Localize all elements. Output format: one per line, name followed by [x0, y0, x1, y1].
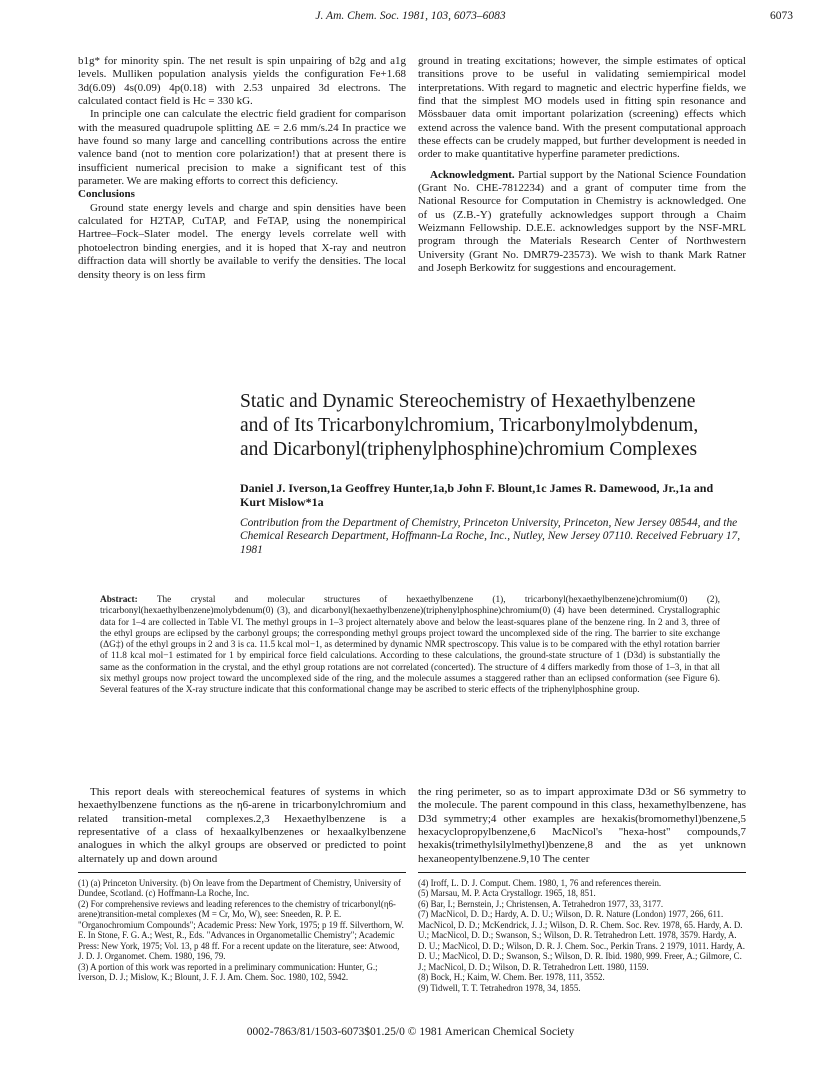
- title-line: and Dicarbonyl(triphenylphosphine)chromium Complexes: [240, 439, 698, 460]
- footnote: (4) Iroff, L. D. J. Comput. Chem. 1980, 1, 76 and references therein.: [418, 878, 662, 888]
- footnote-divider: [418, 872, 746, 873]
- running-header: [0, 10, 821, 30]
- article-title: [240, 390, 800, 462]
- footnote: (3) A portion of this work was reported in a preliminary communication: Hunter, G.; Iverson, D. J.; Mislow, K.; Blount, J. F. J. Am. Chem. Soc. 1980, 102, 5942.: [78, 961, 378, 983]
- section-heading: Conclusions: [78, 188, 135, 201]
- acknowledgment-label: Acknowledgment.: [430, 168, 515, 181]
- footnote: (9) Tidwell, T. T. Tetrahedron 1978, 34, 1855.: [418, 982, 581, 993]
- body-right-column: [418, 786, 746, 866]
- author-list: [240, 481, 780, 509]
- footnote: (5) Marsau, M. P. Acta Crystallogr. 1965, 18, 851.: [418, 888, 596, 899]
- footnotes-right: [418, 878, 746, 993]
- abstract: [100, 595, 720, 697]
- footnote: (2) For comprehensive reviews and leading references to the chemistry of tricarbonyl(η6-arene)transition-metal complexes (M = Cr, Mo, W), see: Sneeden, R. P. E. "Organochromium Compounds"; Academic Press: New York, 1975; p 19 ff. Silverthorn, W. E. In Stone, F. G. A.; West, R., Eds. "Advances in Organometallic Chemistry"; Academic Press: New York, 1975; Vol. 13, p 48 ff. For a recent update on the literature, see: Atwood, J. D. J. Organomet. Chem. 1980, 196, 79.: [78, 898, 404, 962]
- paragraph: the ring perimeter, so as to impart approximate D3d or S6 symmetry to the molecule. The parent compound in this class, hexamethylbenzene, has D3d symmetry;4 other examples are hexakis(bromomethyl)benzene,5 hexacyclopropylbenzene,6 MacNicol's "hexa-host" compounds,7 hexakis(trimethylsilylmethyl)benzene,8 and the as yet unknown hexaneopentylbenzene.9,10 The center: [418, 786, 746, 865]
- title-line: Static and Dynamic Stereochemistry of Hexaethylbenzene: [240, 391, 696, 412]
- abstract-text: The crystal and molecular structures of hexaethylbenzene (1), tricarbonyl(hexaethylbenzene)chromium(0) (2), tricarbonyl(hexaethylbenzene)molybdenum(0) (3), and dicarbonyl(hexaethylbenzene)(triphenylphosphine)chromium(0) (4) have been determined. Crystallographic data for 1–4 are collected in Table VI. The methyl groups in 1–3 project alternately above and below the least-squares plane of the benzene ring. In 2 and 3, three of the ethyl groups are eclipsed by the carbonyl groups; the corresponding methyl groups project toward the uncomplexed side of the ring. The barrier to site exchange (ΔG‡) of the ethyl groups in 2 and 3 is ca. 11.5 kcal mol−1, as determined by dynamic NMR spectroscopy. This value is to be compared with the ethyl rotation barrier of 11.8 kcal mol−1 estimated for 1 by empirical force field calculations. According to these calculations, the ground-state structure of 1 (D3d) is substantially the same as the conformation in the crystal, and the ethyl group rotations are not correlated (concerted). The structure of 4 differs markedly from those of 1–3, in that all six methyl groups now project toward the uncomplexed side of the ring, and the molecule assumes a staggered rather than an eclipsed conformation (see Figure 6). Several features of the X-ray structure indicate that this conformational change may be ascribed to steric effects of the triphenylphosphine group.: [100, 595, 720, 696]
- prev-article-left-column: [78, 55, 406, 282]
- prev-article-right-column: [418, 55, 746, 276]
- footnotes-left: [78, 878, 406, 983]
- acknowledgment-text: Partial support by the National Science Foundation (Grant No. CHE-7812234) and a grant of computer time from the National Resource for Computation in Chemistry is acknowledged. One of us (Z.B.-Y) gratefully acknowledges support through a Chaim Weizmann Fellowship. D.E.E. acknowledges support by the NSF-MRL program through the Materials Research Center of Northwestern University (Grant No. DMR79-23573). We wish to thank Mark Ratner and Joseph Berkowitz for suggestions and encouragement.: [418, 168, 746, 275]
- footnote: (8) Bock, H.; Kaim, W. Chem. Ber. 1978, 111, 3552.: [418, 972, 605, 983]
- authors-line: Kurt Mislow*1a: [240, 495, 324, 509]
- copyright-footer: 0002-7863/81/1503-6073$01.25/0 © 1981 American Chemical Society: [246, 1026, 575, 1038]
- authors-line: Daniel J. Iverson,1a Geoffrey Hunter,1a,b John F. Blount,1c James R. Damewood, Jr.,1a and: [240, 481, 714, 495]
- footnote: (6) Bar, I.; Bernstein, J.; Christensen, A. Tetrahedron 1977, 33, 3177.: [418, 898, 664, 909]
- paragraph: b1g* for minority spin. The net result is spin unpairing of b2g and a1g levels. Mulliken population analysis yields the configuration Fe+1.68 3d(6.09) 4s(0.09) 4p(0.18) with 2.53 unpaired 3d electrons. The calculated contact field is Hc = 330 kG.: [78, 55, 406, 108]
- paragraph: This report deals with stereochemical features of systems in which hexaethylbenzene functions as the η6-arene in tricarbonylchromium and related transition-metal complexes.2,3 Hexaethylbenzene is a representative of a class of hexaalkylbenzenes or hexaalkylbenzene analogues in which the alkyl groups are observed or predicted to point alternately up and down around: [78, 786, 406, 865]
- paragraph: Ground state energy levels and charge and spin densities have been calculated for H2TAP, CuTAP, and FeTAP, using the nonempirical Hartree–Fock–Slater model. The energy levels correlate well with photoelectron binding energies, and it is hoped that X-ray and neutron diffraction data will shortly be available to verify the densities. The local density theory is on less firm: [78, 201, 406, 281]
- title-line: and of Its Tricarbonylchromium, Tricarbonylmolybdenum,: [240, 415, 699, 436]
- acknowledgment: [418, 169, 746, 276]
- page-number: 6073: [770, 10, 793, 22]
- paragraph: In principle one can calculate the electric field gradient for comparison with the measured quadrupole splitting ΔE = 2.6 mm/s.24 In practice we have found so many large and cancelling contributions across the entire valence band (not to mention core polarization!) that at present there is insufficient numerical precision to make a significant test of this parameter. We are making efforts to correct this deficiency.: [78, 108, 406, 188]
- footnote: (7) MacNicol, D. D.; Hardy, A. D. U.; Wilson, D. R. Nature (London) 1977, 266, 611. MacNicol, D. D.; McKendrick, J. J.; Wilson, D. R. Chem. Soc. Rev. 1978, 65. Hardy, A. D. U.; MacNicol, D. D.; Swanson, S.; Wilson, D. R. Tetrahedron Lett. 1978, 3579. Hardy, A. D. U.; MacNicol, D. D.; Wilson, D. R. J. Chem. Soc., Perkin Trans. 2 1979, 1011. Hardy, A. D. U.; MacNicol, D. D.; Swanson, S.; Wilson, D. R. Ibid. 1980, 999. Freer, A.; Gilmore, C. J.; MacNicol, D. D.; Wilson, D. R. Tetrahedron Lett. 1980, 1159.: [418, 909, 745, 972]
- affiliation: Contribution from the Department of Chemistry, Princeton University, Princeton, New Jersey 08544, and the Chemical Research Department, Hoffmann-La Roche, Inc., Nutley, New Jersey 07110. Received February 17, 1981: [240, 517, 741, 556]
- footnote: (1) (a) Princeton University. (b) On leave from the Department of Chemistry, University of Dundee, Scotland. (c) Hoffmann-La Roche, Inc.: [78, 878, 401, 899]
- paragraph: ground in treating excitations; however, the simple estimates of optical transitions prove to be useful in validating semiempirical model interpretations. With regard to magnetic and electric hyperfine fields, we find that the simplest MO models used in fitting spin resonance and Mössbauer data omit important polarization (screening) effects which extend across the valence band. With the present computational approach these effects can be crudely mapped, but further development is needed in order to make quantitative hyperfine parameter predictions.: [418, 55, 746, 161]
- body-left-column: [78, 786, 406, 866]
- abstract-label: Abstract:: [100, 595, 138, 605]
- footnote-divider: [78, 872, 406, 873]
- journal-citation: J. Am. Chem. Soc. 1981, 103, 6073–6083: [315, 10, 506, 22]
